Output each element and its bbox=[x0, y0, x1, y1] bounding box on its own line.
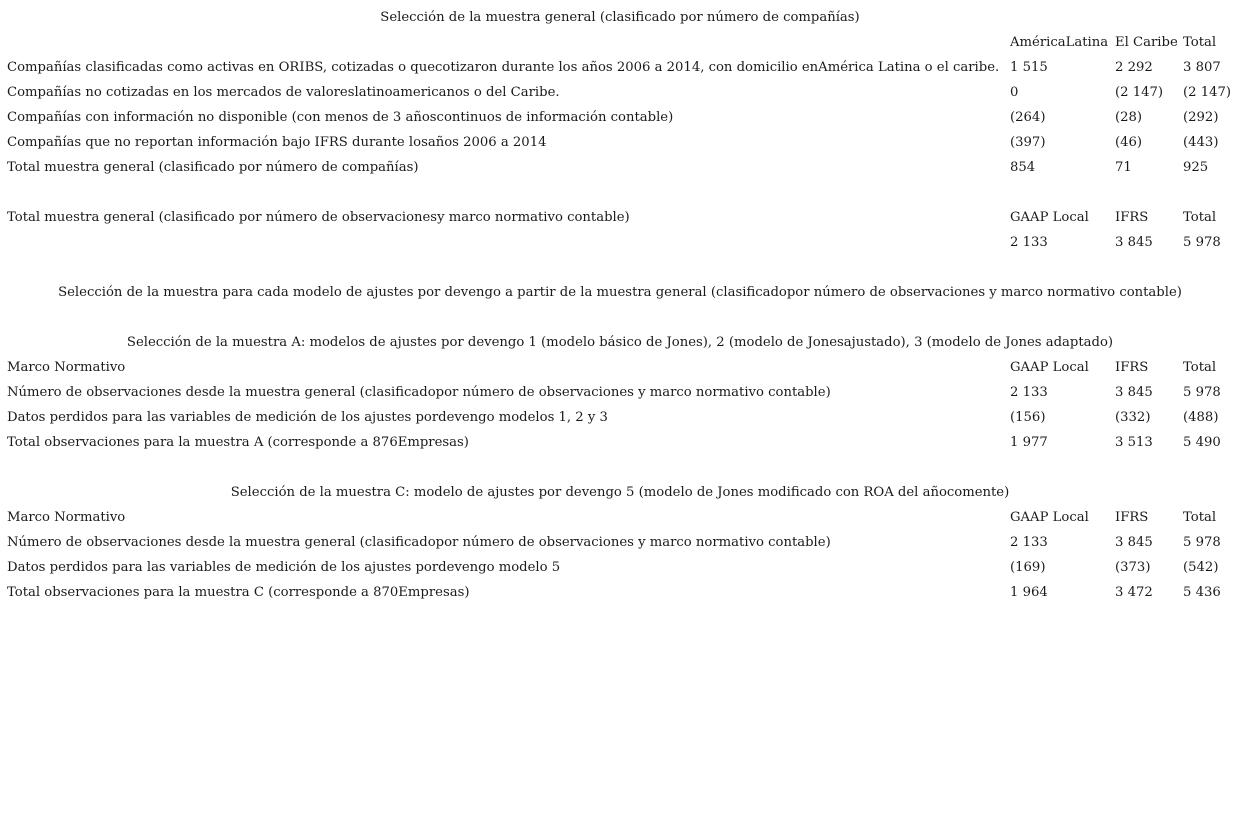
heading-text: Selección de la muestra general (clasificado por número de compañías) bbox=[380, 10, 860, 25]
col-caribe: IFRS bbox=[1115, 210, 1149, 225]
col-caribe: El Caribe bbox=[1115, 35, 1178, 50]
row-label: Total muestra general (clasificado por número de observacionesy marco normativo contable) bbox=[7, 210, 630, 225]
heading-text: Selección de la muestra para cada modelo de ajustes por devengo a partir de la muestra general (clasificadopor número de observaciones y marco normativo contable) bbox=[58, 285, 1182, 300]
section-heading bbox=[0, 480, 1240, 505]
row-label: Marco Normativo bbox=[7, 360, 126, 375]
table-row bbox=[0, 80, 1240, 105]
col-caribe: 3 513 bbox=[1115, 435, 1153, 450]
table-row bbox=[0, 580, 1240, 605]
section-heading bbox=[0, 5, 1240, 30]
row-label: Datos perdidos para las variables de medición de los ajustes pordevengo modelo 5 bbox=[7, 560, 561, 575]
col-total: Total bbox=[1183, 510, 1217, 525]
col-caribe: (332) bbox=[1115, 410, 1151, 425]
col-latam: 2 133 bbox=[1010, 235, 1048, 250]
col-latam: GAAP Local bbox=[1010, 210, 1089, 225]
section-heading bbox=[0, 280, 1240, 305]
row-label: Total muestra general (clasificado por número de compañías) bbox=[7, 160, 419, 175]
table-row bbox=[0, 430, 1240, 455]
col-caribe: 3 845 bbox=[1115, 385, 1153, 400]
col-total: Total bbox=[1183, 210, 1217, 225]
col-latam: (169) bbox=[1010, 560, 1046, 575]
col-total: 5 978 bbox=[1183, 385, 1221, 400]
table-row bbox=[0, 555, 1240, 580]
col-latam: 1 515 bbox=[1010, 60, 1048, 75]
col-caribe: (28) bbox=[1115, 110, 1143, 125]
table-row bbox=[0, 505, 1240, 530]
col-total: 5 978 bbox=[1183, 535, 1221, 550]
table-row bbox=[0, 155, 1240, 180]
col-caribe: IFRS bbox=[1115, 360, 1149, 375]
col-total: 5 978 bbox=[1183, 235, 1221, 250]
col-total: (2 147) bbox=[1183, 85, 1232, 100]
table-row bbox=[0, 55, 1240, 80]
table-row bbox=[0, 105, 1240, 130]
table-row bbox=[0, 355, 1240, 380]
table-row bbox=[0, 530, 1240, 555]
col-total: Total bbox=[1183, 35, 1217, 50]
col-total: 5 490 bbox=[1183, 435, 1221, 450]
col-latam: GAAP Local bbox=[1010, 510, 1089, 525]
row-label: Compañías con información no disponible (con menos de 3 añoscontinuos de información contable) bbox=[7, 110, 674, 125]
col-caribe: (373) bbox=[1115, 560, 1151, 575]
col-total: (292) bbox=[1183, 110, 1219, 125]
col-total: (542) bbox=[1183, 560, 1219, 575]
heading-text: Selección de la muestra A: modelos de ajustes por devengo 1 (modelo básico de Jones), 2 (modelo de Jonesajustado), 3 (modelo de Jones adaptado) bbox=[126, 335, 1114, 350]
col-caribe: 71 bbox=[1115, 160, 1132, 175]
col-latam: 1 977 bbox=[1010, 435, 1048, 450]
table-row bbox=[0, 405, 1240, 430]
col-caribe: 3 472 bbox=[1115, 585, 1153, 600]
col-latam: (397) bbox=[1010, 135, 1046, 150]
table-row bbox=[0, 30, 1240, 55]
col-caribe: (46) bbox=[1115, 135, 1143, 150]
col-total: (488) bbox=[1183, 410, 1219, 425]
table-row bbox=[0, 130, 1240, 155]
row-label: Número de observaciones desde la muestra general (clasificadopor número de observaciones y marco normativo contable) bbox=[7, 535, 831, 550]
row-label: Compañías clasificadas como activas en ORIBS, cotizadas o quecotizaron durante los años 2006 a 2014, con domicilio enAmérica Latina o el caribe. bbox=[7, 60, 1000, 75]
row-label: Compañías que no reportan información bajo IFRS durante losaños 2006 a 2014 bbox=[7, 135, 547, 150]
col-latam: 854 bbox=[1010, 160, 1036, 175]
col-caribe: 2 292 bbox=[1115, 60, 1153, 75]
col-latam: AméricaLatina bbox=[1010, 35, 1109, 50]
col-caribe: (2 147) bbox=[1115, 85, 1164, 100]
table-row bbox=[0, 205, 1240, 230]
col-latam: 1 964 bbox=[1010, 585, 1048, 600]
row-label: Marco Normativo bbox=[7, 510, 126, 525]
col-total: (443) bbox=[1183, 135, 1219, 150]
row-label: Total observaciones para la muestra A (corresponde a 876Empresas) bbox=[7, 435, 469, 450]
col-latam: GAAP Local bbox=[1010, 360, 1089, 375]
heading-text: Selección de la muestra C: modelo de ajustes por devengo 5 (modelo de Jones modificado con ROA del añocomente) bbox=[230, 485, 1010, 500]
row-label: Datos perdidos para las variables de medición de los ajustes pordevengo modelos 1, 2 y 3 bbox=[7, 410, 608, 425]
col-total: 5 436 bbox=[1183, 585, 1221, 600]
col-caribe: IFRS bbox=[1115, 510, 1149, 525]
col-latam: 2 133 bbox=[1010, 535, 1048, 550]
col-caribe: 3 845 bbox=[1115, 535, 1153, 550]
row-label: Compañías no cotizadas en los mercados de valoreslatinoamericanos o del Caribe. bbox=[7, 85, 560, 100]
row-label: Total observaciones para la muestra C (corresponde a 870Empresas) bbox=[7, 585, 470, 600]
col-total: 3 807 bbox=[1183, 60, 1221, 75]
col-total: 925 bbox=[1183, 160, 1209, 175]
col-latam: (264) bbox=[1010, 110, 1046, 125]
table-row bbox=[0, 380, 1240, 405]
section-heading bbox=[0, 330, 1240, 355]
col-latam: (156) bbox=[1010, 410, 1046, 425]
col-caribe: 3 845 bbox=[1115, 235, 1153, 250]
table-row bbox=[0, 230, 1240, 255]
col-latam: 2 133 bbox=[1010, 385, 1048, 400]
row-label: Número de observaciones desde la muestra general (clasificadopor número de observaciones y marco normativo contable) bbox=[7, 385, 831, 400]
col-total: Total bbox=[1183, 360, 1217, 375]
col-latam: 0 bbox=[1010, 85, 1019, 100]
